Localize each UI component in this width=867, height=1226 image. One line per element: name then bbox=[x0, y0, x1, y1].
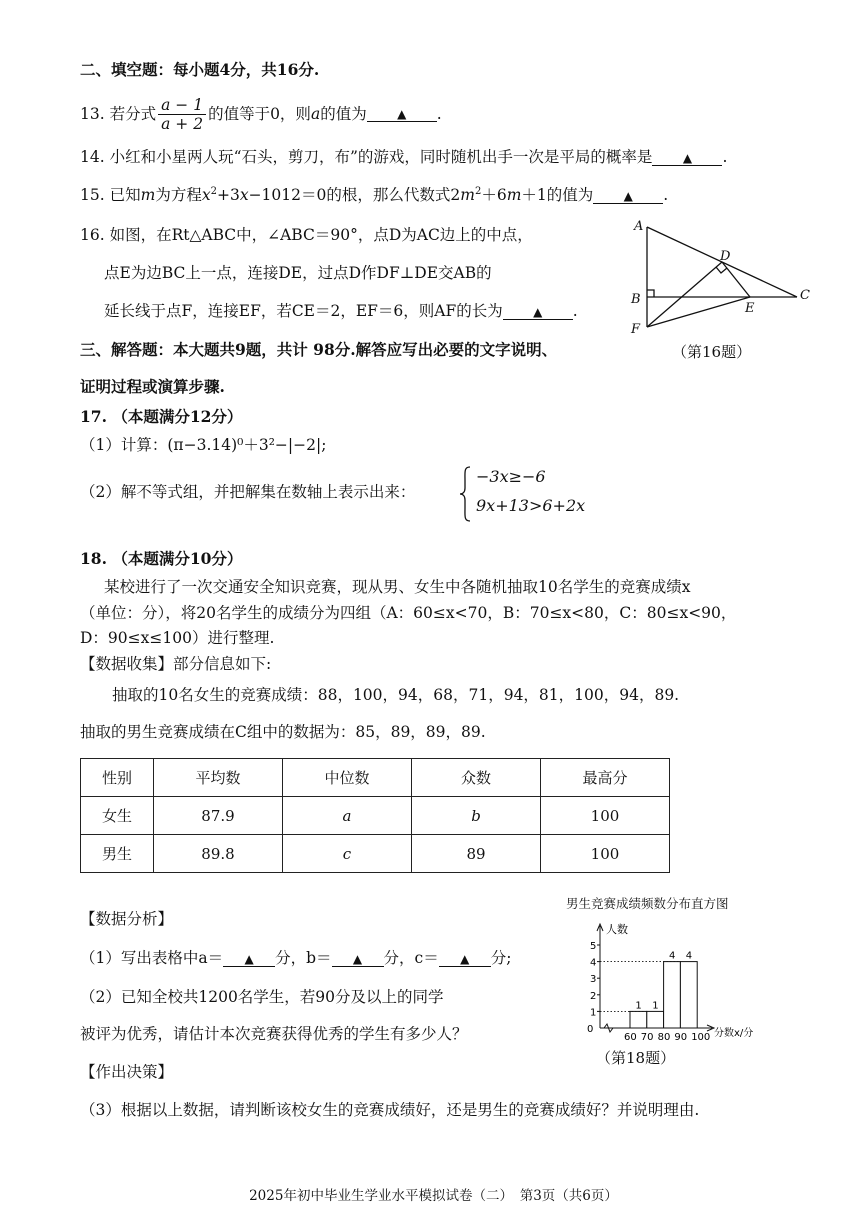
label-f: F bbox=[631, 322, 641, 337]
q18-analysis-heading: 【数据分析】 bbox=[80, 910, 174, 928]
table-cell: a bbox=[283, 797, 412, 835]
q13-pre: 若分式 bbox=[109, 105, 157, 124]
section3-line1: 三、解答题：本大题共9题，共计 98分.解答应写出必要的文字说明、 bbox=[80, 340, 558, 359]
q18-decision-heading: 【作出决策】 bbox=[80, 1063, 174, 1081]
table-header: 性别 bbox=[81, 759, 154, 797]
question-13: 13. 若分式 $\frac{a - 1}{a + 2}$ 的值等于0，则 a 的值为 ▲ . bbox=[80, 96, 442, 133]
x-tick-label: 90 bbox=[674, 1032, 688, 1043]
histogram-bar bbox=[647, 1011, 664, 1028]
q18-girls-scores: 抽取的10名女生的竞赛成绩：88，100，94，68，71，94，81，100，94，89. bbox=[112, 686, 680, 704]
table-cell: 89 bbox=[412, 835, 541, 873]
table-cell: 87.9 bbox=[154, 797, 283, 835]
q18-boys-scores: 抽取的男生竞赛成绩在C组中的数据为：85，89，89，89. bbox=[80, 723, 486, 741]
q18-title: 18. （本题满分10分） bbox=[80, 549, 243, 568]
table-header: 平均数 bbox=[154, 759, 283, 797]
q15-t3: +3 bbox=[216, 186, 240, 205]
q15-t4: −1012＝0的根，那么代数式2 bbox=[248, 186, 461, 205]
label-d: D bbox=[720, 249, 731, 264]
q15-answer-blank[interactable]: ▲ bbox=[593, 189, 663, 204]
page-footer: 2025年初中毕业生学业水平模拟试卷（二） 第3页（共6页） bbox=[249, 1188, 618, 1204]
y-tick-label: 5 bbox=[590, 941, 597, 952]
label-e: E bbox=[745, 301, 755, 316]
q14-text: 14. 小红和小星两人玩“石头，剪刀，布”的游戏，同时随机出手一次是平局的概率是 bbox=[80, 148, 653, 166]
q15-t6: ＋1的值为 bbox=[521, 186, 594, 205]
answer-blank-b[interactable]: ▲ bbox=[332, 952, 384, 967]
table-header: 最高分 bbox=[541, 759, 670, 797]
q17-part2: （2）解不等式组，并把解集在数轴上表示出来： bbox=[80, 483, 416, 501]
table-row bbox=[81, 797, 670, 835]
q18-collect: 【数据收集】部分信息如下: bbox=[80, 655, 272, 673]
bar-value-label: 4 bbox=[669, 950, 676, 962]
q13-fraction bbox=[158, 96, 206, 133]
histogram-chart bbox=[582, 918, 772, 1046]
segment-df bbox=[647, 262, 722, 327]
y-axis-label: 人数 bbox=[606, 923, 628, 936]
table-row bbox=[81, 835, 670, 873]
q18-p1d: 分; bbox=[490, 949, 512, 967]
table-cell: c bbox=[283, 835, 412, 873]
x-tick-label: 80 bbox=[657, 1032, 671, 1043]
q18-intro1: 某校进行了一次交通安全知识竞赛，现从男、女生中各随机抽取10名学生的竞赛成绩x bbox=[104, 578, 691, 596]
q13-number: 13. bbox=[80, 105, 105, 124]
q16-geometry-figure bbox=[625, 215, 815, 340]
bar-value-label: 1 bbox=[635, 1000, 642, 1012]
q13-answer-blank[interactable]: ▲ bbox=[367, 107, 437, 122]
q15-x1: x bbox=[201, 186, 211, 205]
q15-t2: 为方程 bbox=[155, 186, 202, 205]
q18-part1 bbox=[80, 949, 511, 968]
x-tick-label: 100 bbox=[691, 1032, 711, 1043]
q15-x2: x bbox=[239, 186, 249, 205]
table-header-row bbox=[81, 759, 670, 797]
q16-line2: 点E为边BC上一点，连接DE，过点D作DF⊥DE交AB的 bbox=[104, 264, 492, 282]
q17-part1: （1）计算：(π−3.14)⁰＋3²−|−2|; bbox=[80, 436, 327, 454]
table-cell: b bbox=[412, 797, 541, 835]
section2-title: 二、填空题：每小题4分，共16分. bbox=[80, 60, 320, 79]
y-tick-label: 2 bbox=[590, 990, 597, 1002]
x-tick-label: 60 bbox=[624, 1032, 637, 1043]
segment-ef bbox=[647, 297, 750, 327]
segment-de bbox=[722, 262, 750, 297]
q15-t5: ＋6 bbox=[481, 186, 507, 205]
answer-blank-a[interactable]: ▲ bbox=[223, 952, 275, 967]
answer-blank-c[interactable]: ▲ bbox=[439, 952, 491, 967]
q16-line1: 16. 如图，在Rt△ABC中，∠ABC＝90°，点D为AC边上的中点， bbox=[80, 226, 533, 244]
histogram-bar bbox=[664, 962, 681, 1028]
table-cell: 女生 bbox=[81, 797, 154, 835]
section3-line2: 证明过程或演算步骤. bbox=[80, 377, 225, 396]
table-cell: 89.8 bbox=[154, 835, 283, 873]
q18-part3: （3）根据以上数据，请判断该校女生的竞赛成绩好，还是男生的竞赛成绩好？并说明理由. bbox=[80, 1101, 700, 1119]
q13-denominator: a + 2 bbox=[161, 115, 204, 133]
label-b: B bbox=[631, 292, 641, 307]
question-14: 14. 小红和小星两人玩“石头，剪刀，布”的游戏，同时随机出手一次是平局的概率是 ▲ . bbox=[80, 148, 728, 166]
label-c: C bbox=[800, 288, 810, 303]
q16-line3: 延长线于点F，连接EF，若CE＝2，EF＝6，则AF的长为 ▲ . bbox=[104, 302, 578, 320]
question-15: 15. 已知m为方程$x^2+3x-1012=0$的根，那么代数式$2m^2+6m+1$的值为 ▲ . bbox=[80, 186, 669, 205]
y-tick-label: 3 bbox=[590, 974, 597, 986]
chart-title: 男生竞赛成绩频数分布直方图 bbox=[566, 896, 729, 911]
x-tick-label: 70 bbox=[640, 1032, 654, 1043]
label-a: A bbox=[634, 219, 644, 234]
table-cell: 男生 bbox=[81, 835, 154, 873]
q13-mid: 的值等于0，则 bbox=[208, 105, 311, 124]
q15-number: 15. bbox=[80, 186, 105, 205]
x-axis-label: 分数x/分 bbox=[714, 1028, 754, 1039]
histogram-bar bbox=[630, 1011, 647, 1028]
inequality-2: 9x+13>6+2x bbox=[476, 496, 586, 515]
q18-part2b: 被评为优秀，请估计本次竞赛获得优秀的学生有多少人？ bbox=[80, 1025, 468, 1043]
q18-part2a: （2）已知全校共1200名学生，若90分及以上的同学 bbox=[80, 988, 444, 1006]
q16-caption: （第16题） bbox=[672, 343, 752, 361]
q13-post: 的值为 bbox=[320, 105, 367, 124]
q18-caption: （第18题） bbox=[596, 1049, 676, 1067]
inequality-1: −3x≥−6 bbox=[476, 467, 546, 486]
q18-intro3: D：90≤x≤100）进行整理. bbox=[80, 629, 275, 647]
table-header: 中位数 bbox=[283, 759, 412, 797]
q15-m2: m bbox=[460, 186, 475, 205]
q15-t1: 已知 bbox=[109, 186, 141, 205]
q16-answer-blank[interactable]: ▲ bbox=[503, 305, 573, 320]
x-tick-label: 0 bbox=[587, 1024, 594, 1035]
q13-var: a bbox=[310, 105, 321, 124]
table-cell: 100 bbox=[541, 797, 670, 835]
bar-value-label: 1 bbox=[652, 1000, 659, 1012]
q16-line3-text: 延长线于点F，连接EF，若CE＝2，EF＝6，则AF的长为 bbox=[104, 302, 503, 320]
y-tick-label: 4 bbox=[590, 957, 597, 969]
q13-numerator: a − 1 bbox=[158, 96, 206, 115]
y-tick-label: 1 bbox=[590, 1007, 597, 1019]
right-angle-d bbox=[716, 267, 727, 273]
table-cell: 100 bbox=[541, 835, 670, 873]
bar-value-label: 4 bbox=[685, 950, 693, 962]
q17-title: 17. （本题满分12分） bbox=[80, 407, 243, 426]
table-header: 众数 bbox=[412, 759, 541, 797]
stats-table bbox=[80, 758, 670, 873]
q15-m: m bbox=[140, 186, 156, 205]
q15-m3: m bbox=[506, 186, 522, 205]
q14-answer-blank[interactable]: ▲ bbox=[652, 151, 722, 166]
q18-p1c: 分，c＝ bbox=[383, 949, 439, 967]
q18-intro2: （单位：分），将20名学生的成绩分为四组（A：60≤x<70，B：70≤x<80，C：80≤x<90， bbox=[80, 604, 737, 622]
q18-p1b: 分，b＝ bbox=[275, 949, 332, 967]
q18-p1a: （1）写出表格中a＝ bbox=[80, 949, 224, 967]
right-angle-b bbox=[647, 290, 654, 297]
histogram-bar bbox=[680, 962, 697, 1028]
inequality-brace bbox=[458, 466, 472, 522]
